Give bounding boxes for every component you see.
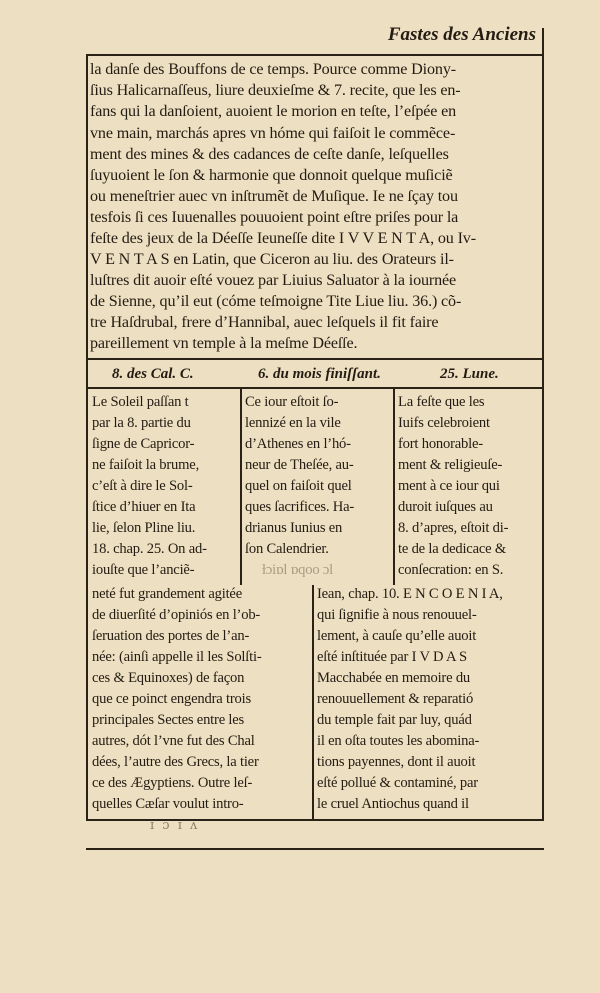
text-line: vne main, marchás apres vn hóme qui faiſoit le commẽce- <box>90 124 456 142</box>
text-line: dées, l’autre des Grecs, la tier <box>92 754 259 770</box>
upper-divider-1 <box>240 389 242 585</box>
text-line: neté fut grandement agitée <box>92 586 242 602</box>
text-line: Iean, chap. 10. E N C O E N I A, <box>317 586 503 602</box>
frame-right-rule <box>542 28 544 820</box>
text-line: de Sienne, qu’il eut (cóme teſmoigne Tite Liue liu. 36.) cõ- <box>90 292 462 310</box>
text-line: te de la dedicace & <box>398 541 507 557</box>
text-line: quelles Cæſar voulut intro- <box>92 796 244 812</box>
text-line: V E N T A S en Latin, que Ciceron au liu. des Orateurs il- <box>90 250 454 268</box>
text-line: fans qui la danſoient, auoient le morion en teſte, l’eſpée en <box>90 102 457 120</box>
text-line: ſon Calendrier. <box>245 541 329 557</box>
text-line: Ce iour eſtoit ſo- <box>245 394 339 410</box>
text-line: lennizé en la vile <box>245 415 341 431</box>
running-title: Fastes des Anciens <box>387 24 536 45</box>
text-line: du temple fait par luy, quád <box>317 712 472 728</box>
text-line: ques ſacrifices. Ha- <box>245 499 355 515</box>
text-line: tre Haſdrubal, frere d’Hannibal, auec leſquels il fit faire <box>90 313 439 331</box>
text-line: ces & Equinoxes) de façon <box>92 670 245 686</box>
text-line: ne faiſoit la brume, <box>92 457 200 473</box>
text-line: ſtice d’hiuer en Ita <box>92 499 196 515</box>
frame-left-rule <box>86 54 88 820</box>
text-line: il en oſta toutes les abomina- <box>317 733 480 749</box>
text-line: La feſte que les <box>398 394 485 410</box>
text-line: eſté pollué & contaminé, par <box>317 775 478 791</box>
text-line: neur de Theſée, au- <box>245 457 354 473</box>
text-line: c’eſt à dire le Sol- <box>92 478 193 494</box>
text-line: la danſe des Bouffons de ce temps. Pource comme Diony- <box>90 60 456 78</box>
text-line: de diuerſité d’opiniós en l’ob- <box>92 607 261 623</box>
text-line: autres, dót l’vne fut des Chal <box>92 733 255 749</box>
text-line: par la 8. partie du <box>92 415 191 431</box>
text-line: ment & religieuſe- <box>398 457 503 473</box>
bleed-through-mark: ɪ ɔ ɪ ʌ <box>150 818 200 833</box>
text-line: ment à ce iour qui <box>398 478 500 494</box>
text-line: 18. chap. 25. On ad- <box>92 541 207 557</box>
calendar-band-left: 8. des Cal. C. <box>112 366 194 382</box>
text-line: feſte des jeux de la Déeſſe Ieuneſſe dite I V V E N T A, ou Iv- <box>90 229 476 247</box>
text-line: ſuyuoient le ſon & harmonie que donnoit quelque muſiciẽ <box>90 166 453 184</box>
text-line: eſté inſtituée par I V D A S <box>317 649 467 665</box>
text-line: tesfois ſi ces Iuuenalles pouuoient point eſtre priſes pour la <box>90 208 459 226</box>
text-line: ſius Halicarnaſſeus, liure deuxieſme & 7. recite, que les en- <box>90 81 461 99</box>
text-line: que ce poinct engendra trois <box>92 691 251 707</box>
text-line: ſigne de Capricor- <box>92 436 195 452</box>
text-line: Le Soleil paſſan t <box>92 394 189 410</box>
text-line: d’Athenes en l’hó- <box>245 436 351 452</box>
bleed-through-text: ƚɔiɒl ɒqoo ɔl <box>262 562 334 578</box>
footer-rule <box>86 848 544 850</box>
text-line: le cruel Antiochus quand il <box>317 796 469 812</box>
lower-divider <box>312 585 314 820</box>
text-line: Iuifs celebroient <box>398 415 490 431</box>
text-line: drianus Iunius en <box>245 520 343 536</box>
text-line: renouuellement & reparatió <box>317 691 474 707</box>
text-line: conſecration: en S. <box>398 562 504 578</box>
calendar-band-right: 25. Lune. <box>440 366 499 382</box>
text-line: lie, ſelon Pline liu. <box>92 520 196 536</box>
text-line: ment des mines & des cadances de ceſte danſe, leſquelles <box>90 145 449 163</box>
text-line: duroit iuſques au <box>398 499 493 515</box>
frame-top-rule <box>86 54 544 56</box>
calendar-band-center: 6. du mois finiſſant. <box>258 366 381 382</box>
text-line: iouſte que l’anciẽ- <box>92 562 195 578</box>
text-line: fort honorable- <box>398 436 483 452</box>
text-line: née: (ainſi appelle il les Solſti- <box>92 649 262 665</box>
text-line: pareillement vn temple à la meſme Déeſſe. <box>90 334 358 352</box>
text-line: qui ſignifie à nous renouuel- <box>317 607 477 623</box>
text-line: ſeruation des portes de l’an- <box>92 628 250 644</box>
text-line: quel on faiſoit quel <box>245 478 352 494</box>
text-line: ce des Ægyptiens. Outre leſ- <box>92 775 253 791</box>
text-line: luſtres dit auoir eſté vouez par Liuius Saluator à la iournée <box>90 271 457 289</box>
upper-divider-2 <box>393 389 395 585</box>
text-line: Macchabée en memoire du <box>317 670 471 686</box>
text-line: principales Sectes entre les <box>92 712 245 728</box>
text-line: ou meneſtrier auec vn inſtrumẽt de Muſique. Ie ne ſçay tou <box>90 187 458 205</box>
text-line: lement, à cauſe qu’elle auoit <box>317 628 477 644</box>
text-line: 8. d’apres, eſtoit di- <box>398 520 509 536</box>
text-line: tions payennes, dont il auoit <box>317 754 476 770</box>
